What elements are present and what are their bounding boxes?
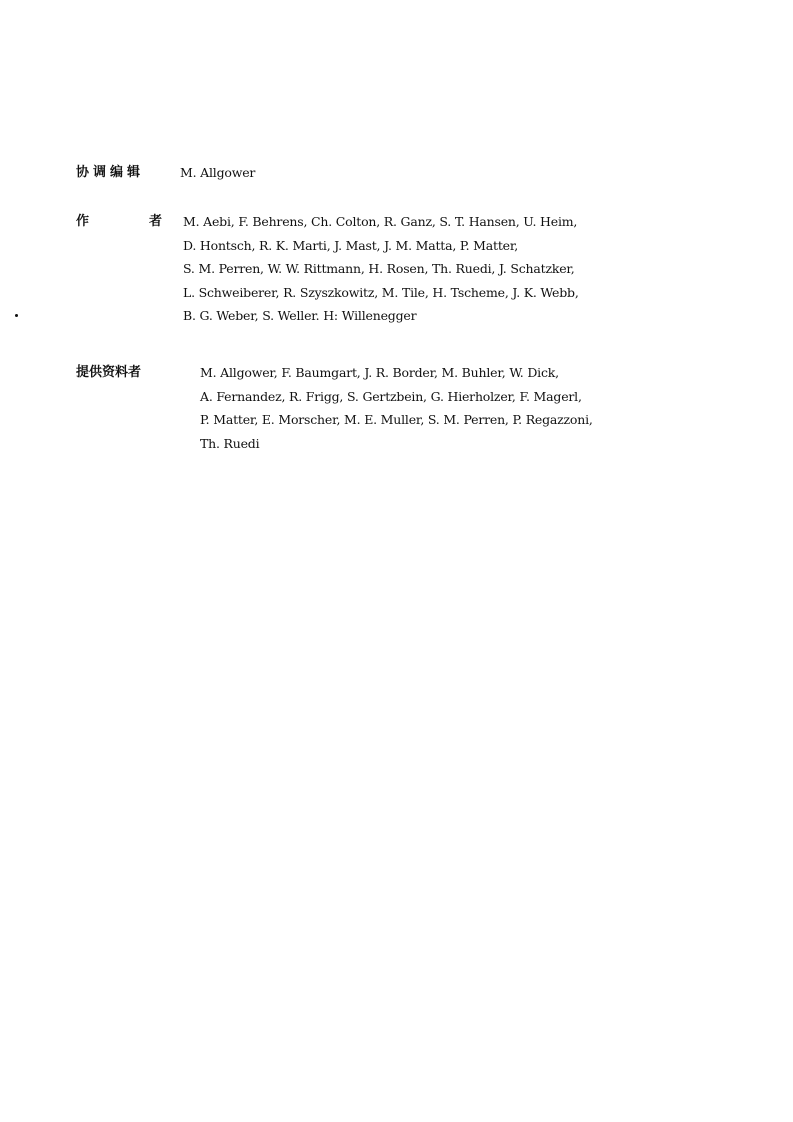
authors-line: M. Aebi, F. Behrens, Ch. Colton, R. Ganz, S. T. Hansen, U. Heim, — [183, 214, 578, 229]
scan-dot — [15, 314, 18, 317]
contributors-line: M. Allgower, F. Baumgart, J. R. Border, M. Buhler, W. Dick, — [200, 365, 559, 380]
contributors-label: 提供资料者 — [76, 365, 142, 380]
coordinating-editor-name: M. Allgower — [180, 165, 256, 180]
authors-label-right: 者 — [148, 214, 162, 229]
authors-line: B. G. Weber, S. Weller. H: Willenegger — [183, 308, 417, 323]
authors-label-left: 作 — [76, 214, 90, 229]
contributors-line: A. Fernandez, R. Frigg, S. Gertzbein, G. Hierholzer, F. Magerl, — [200, 388, 582, 404]
authors-line: D. Hontsch, R. K. Marti, J. Mast, J. M. Matta, P. Matter, — [183, 237, 519, 253]
contributors-names — [200, 361, 593, 455]
contributors-line: Th. Ruedi — [200, 435, 260, 451]
authors-names — [183, 210, 579, 328]
contributors-line: P. Matter, E. Morscher, M. E. Muller, S. M. Perren, P. Regazzoni, — [200, 412, 593, 427]
coordinating-editor-label: 协调编辑 — [76, 165, 145, 180]
coordinating-editor-names — [180, 161, 255, 185]
authors-line: S. M. Perren, W. W. Rittmann, H. Rosen, Th. Ruedi, J. Schatzker, — [183, 261, 575, 276]
authors-line: L. Schweiberer, R. Szyszkowitz, M. Tile, H. Tscheme, J. K. Webb, — [183, 284, 579, 300]
authors-label — [76, 210, 162, 234]
